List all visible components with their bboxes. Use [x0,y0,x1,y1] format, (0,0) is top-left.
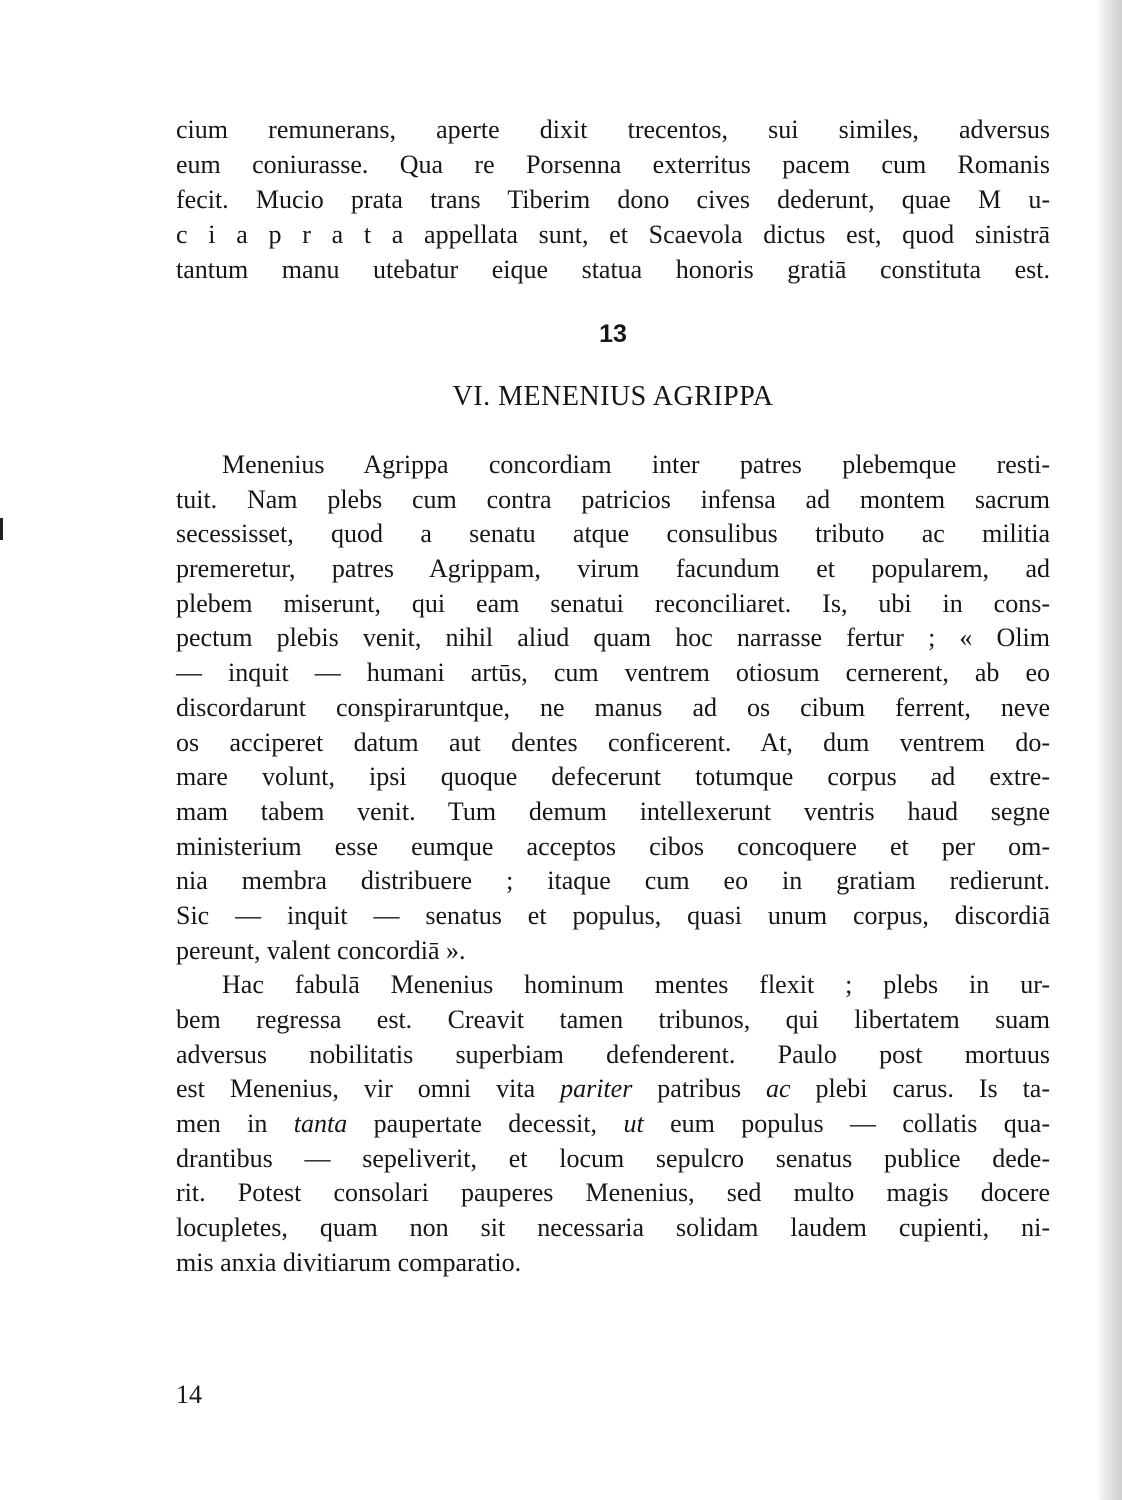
text-line: locupletes, quam non sit necessaria solidam laudem cupienti, ni- [176,1213,1050,1243]
text-line: bem regressa est. Creavit tamen tribunos, qui libertatem suam [176,1005,1050,1034]
text-line: drantibus — sepeliverit, et locum sepulcro senatus publice dede- [176,1143,1050,1173]
page-edge-shadow [1096,0,1122,1500]
scan-edge-mark [0,518,3,540]
text-line: eum coniurasse. Qua re Porsenna exterritus pacem cum Romanis [176,150,1050,179]
chapter-number: 13 [599,320,627,348]
text-line: ministerium esse eumque acceptos cibos concoquere et per om- [176,831,1050,861]
text-line: cium remunerans, aperte dixit trecentos, sui similes, adversus [176,115,1050,144]
text-line: tuit. Nam plebs cum contra patricios infensa ad montem sacrum [176,484,1050,514]
italic-word: pariter [560,1074,633,1104]
page-body [176,112,1050,1281]
italic-word: ut [623,1109,644,1139]
text-line: os acciperet datum aut dentes conficerent. At, dum ventrem do- [176,727,1050,757]
text-line [176,1107,1050,1142]
text-line: Sic — inquit — senatus et populus, quasi unum corpus, discordiā [176,900,1050,930]
text-line: rit. Potest consolari pauperes Menenius, sed multo magis docere [176,1178,1050,1208]
text-line: plebem miserunt, qui eam senatui reconciliaret. Is, ubi in cons- [176,588,1050,618]
text-run: est Menenius, vir omni vita [176,1074,536,1104]
page-number: 14 [176,1380,202,1409]
italic-word: ac [766,1074,791,1104]
text-line: mam tabem venit. Tum demum intellexerunt ventris haud segne [176,796,1050,826]
text-run: paupertate decessit, [373,1109,598,1139]
paragraph-fabula [176,968,1050,1280]
text-line: pereunt, valent concordiā ». [176,935,466,965]
text-line: tantum manu utebatur eique statua honoris gratiā constituta est. [176,255,1050,284]
text-line: mis anxia divitiarum comparatio. [176,1247,522,1277]
text-line: c i a p r a t a appellata sunt, et Scaevola dictus est, quod sinistrā [176,220,1050,249]
text-run: patribus [657,1074,742,1104]
text-run: men in [176,1109,268,1139]
text-run: eum populus — collatis qua- [670,1109,1051,1139]
text-run: plebi carus. Is ta- [815,1074,1050,1104]
italic-word: tanta [293,1109,348,1139]
continued-paragraph [176,112,1050,287]
text-line: — inquit — humani artūs, cum ventrem otiosum cernerent, ab eo [176,658,1050,688]
text-line: mare volunt, ipsi quoque defecerunt totumque corpus ad extre- [176,762,1050,792]
text-line [176,1072,1050,1107]
text-line: premeretur, patres Agrippam, virum facundum et popularem, ad [176,554,1050,584]
text-line: discordarunt conspirаruntque, ne manus ad os cibum ferrent, neve [176,692,1050,722]
text-line: adversus nobilitatis superbiam defenderent. Paulo post mortuus [176,1039,1050,1069]
text-line: secessisset, quod a senatu atque consulibus tributo ac militia [176,519,1050,549]
text-line: nia membra distribuere ; itaque cum eo in gratiam redierunt. [176,866,1050,896]
text-line: Hac fabulā Menenius hominum mentes flexit ; plebs in ur- [222,970,1050,1000]
text-line: Menenius Agrippa concordiam inter patres plebemque resti- [222,450,1050,479]
paragraph-menenius [176,448,1050,968]
text-line: fecit. Mucio prata trans Tiberim dono cives dederunt, quae M u- [176,185,1050,214]
chapter-title: VI. MENENIUS AGRIPPA [452,381,774,412]
text-line: pectum plebis venit, nihil aliud quam hoc narrasse fertur ; « Olim [176,623,1050,653]
